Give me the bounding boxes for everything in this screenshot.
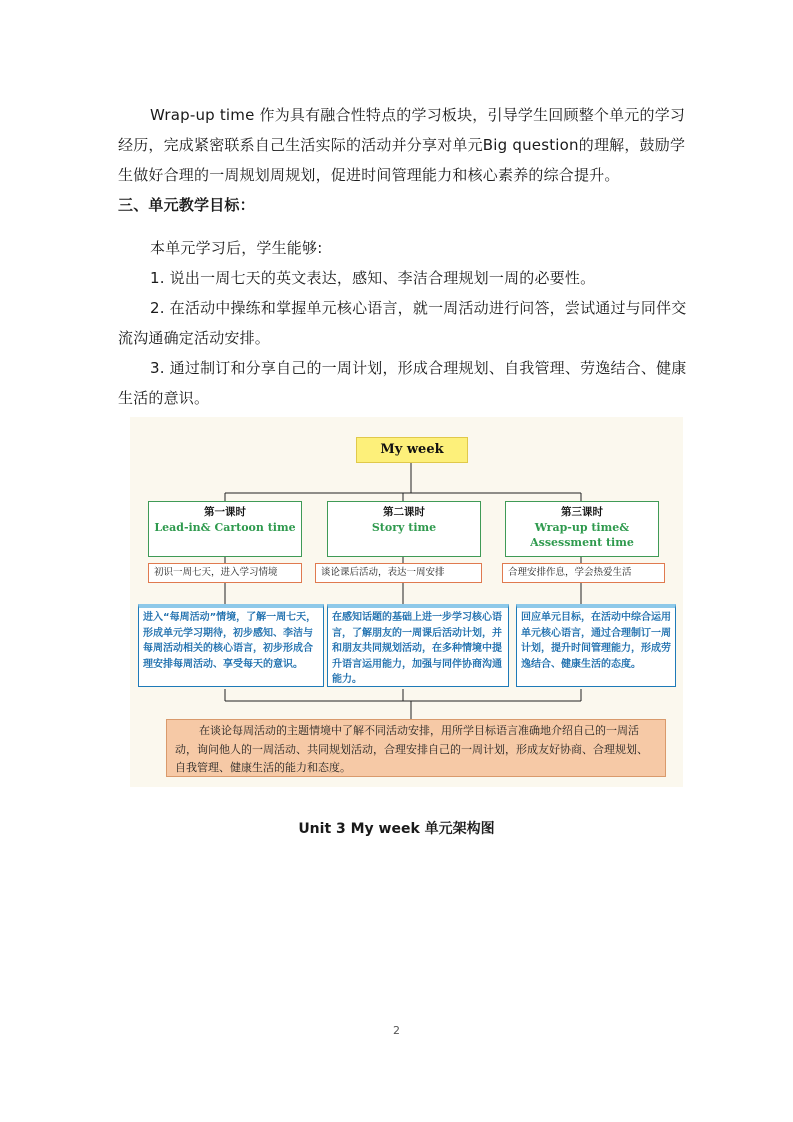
activity-box-1: 初识一周七天，进入学习情境 [148, 563, 302, 583]
goal-item-1: 1. 说出一周七天的英文表达，感知、李洁合理规划一周的必要性。 [150, 269, 596, 287]
goal-item-3: 3. 通过制订和分享自己的一周计划，形成合理规划、自我管理、劳逸结合、健康生活的意识。 [118, 359, 687, 407]
activity-box-2: 谈论课后活动，表达一周安排 [315, 563, 482, 583]
figure-caption: Unit 3 My week 单元架构图 [298, 821, 495, 837]
goals-lead: 本单元学习后，学生能够: [150, 239, 323, 257]
intro-paragraph: Wrap-up time 作为具有融合性特点的学习板块，引导学生回顾整个单元的学习经历，完成紧密联系自己生活实际的活动并分享对单元Big question的理解，鼓励学生做好合理的一周规划周规划，促进时间管理能力和核心素养的综合提升。 [118, 106, 686, 184]
lesson-3-label: 第三课时 [561, 506, 603, 518]
overall-goal-box: 在谈论每周活动的主题情境中了解不同活动安排，用所学目标语言准确地介绍自己的一周活动，询问他人的一周活动、共同规划活动，合理安排自己的一周计划，形成友好协商、合理规划、自我管理、健康生活的能力和态度。 [166, 719, 666, 777]
goal-box-1: 进入“每周活动”情境，了解一周七天，形成单元学习期待，初步感知、李洁与每周活动相关的核心语言，初步形成合理安排每周活动、享受每天的意识。 [138, 604, 324, 687]
diagram-title: My week [356, 437, 468, 463]
lesson-box-3 [505, 501, 659, 557]
unit-structure-diagram [130, 417, 683, 787]
goal-box-2: 在感知话题的基础上进一步学习核心语言，了解朋友的一周课后活动计划，并和朋友共同规划活动，在多种情境中提升语言运用能力，加强与同伴协商沟通能力。 [327, 604, 509, 687]
page-number: 2 [393, 1024, 400, 1037]
lesson-1-label: 第一课时 [204, 506, 246, 518]
lesson-box-1 [148, 501, 302, 557]
section-heading: 三、单元教学目标： [118, 196, 255, 214]
activity-box-3: 合理安排作息，学会热爱生活 [502, 563, 665, 583]
goal-box-3: 回应单元目标，在活动中综合运用单元核心语言，通过合理制订一周计划，提升时间管理能力，形成劳逸结合、健康生活的态度。 [516, 604, 676, 687]
lesson-2-label: 第二课时 [383, 506, 425, 518]
goal-item-2: 2. 在活动中操练和掌握单元核心语言，就一周活动进行问答，尝试通过与同伴交流沟通确定活动安排。 [118, 299, 687, 347]
lesson-2-title: Story time [371, 521, 437, 534]
lesson-1-title: Lead-in& Cartoon time [154, 521, 296, 534]
lesson-box-2 [327, 501, 481, 557]
lesson-3-title: Wrap-up time& Assessment time [530, 521, 634, 549]
